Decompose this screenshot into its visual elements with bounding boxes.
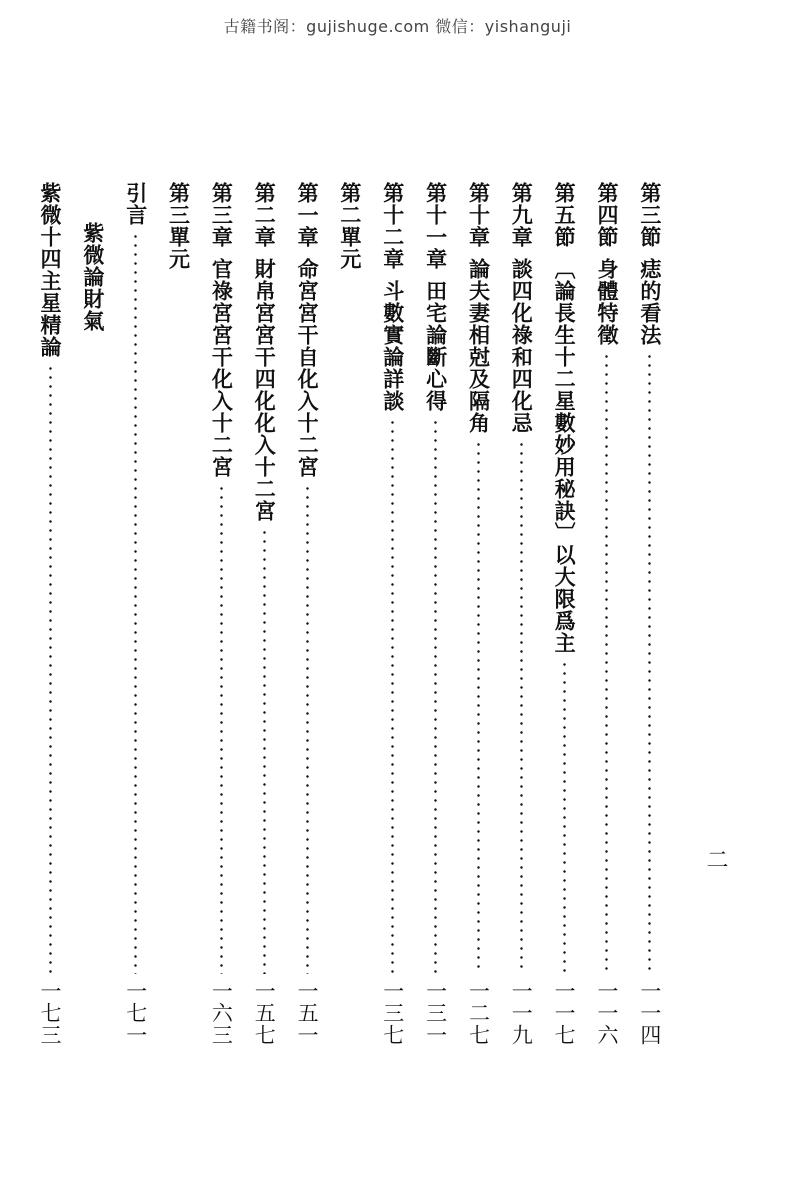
- toc-entry: [416, 182, 456, 1062]
- dotted-leader: [220, 484, 223, 974]
- toc-entry-label: 第三章: [209, 182, 235, 248]
- toc-entry-title: 官祿宮宮干化入十二宮: [209, 258, 235, 478]
- watermark: 古籍书阁：gujishuge.com 微信：yishanguji: [223, 17, 572, 36]
- unit-heading-label: 第二單元: [337, 182, 363, 270]
- dotted-leader: [49, 364, 52, 974]
- toc-entry-page: 一六三: [209, 980, 234, 1046]
- toc-entry-label: 第九章: [509, 182, 535, 248]
- toc-entry-title: 談四化祿和四化忌: [509, 258, 535, 434]
- toc-entry: [630, 182, 670, 1062]
- toc-entry: [30, 182, 70, 1062]
- toc-entry: [501, 182, 541, 1062]
- toc-entry-title: 財帛宮宮干四化化入十二宮: [252, 258, 278, 522]
- toc-entry-title: 痣的看法: [637, 258, 663, 346]
- toc-entry-label: 第四節: [594, 182, 620, 248]
- toc-entry-label: 第二章: [252, 182, 278, 248]
- toc-entry-label: 第十一章: [423, 182, 449, 270]
- toc-entry-title: 論夫妻相尅及隔角: [466, 258, 492, 434]
- toc-entry-page: 一二七: [466, 980, 491, 1046]
- toc-entry-page: 一七三: [38, 980, 62, 1046]
- toc-entry-page: 一五七: [252, 980, 277, 1046]
- dotted-leader: [605, 352, 608, 974]
- dotted-leader: [563, 660, 566, 974]
- toc-entry-label: 引言: [123, 182, 149, 226]
- toc-entry-page: 一三七: [380, 980, 405, 1046]
- toc-entry: [458, 182, 498, 1062]
- toc-entry-label: 第十二章: [380, 182, 406, 270]
- toc-entry-label: 第三節: [637, 182, 663, 248]
- toc-entry-label: 第十章: [466, 182, 492, 248]
- dotted-leader: [306, 484, 309, 974]
- table-of-contents: [30, 182, 670, 1062]
- dotted-leader: [391, 418, 394, 974]
- toc-entry-title: 〔論長生十二星數妙用秘訣〕以大限爲主: [552, 258, 578, 654]
- dotted-leader: [263, 528, 266, 974]
- section-heading-label: 紫微論財氣: [80, 222, 106, 332]
- toc-entry-page: 一三一: [423, 980, 448, 1046]
- unit-heading: [330, 182, 370, 1062]
- page-number: 二: [703, 848, 728, 870]
- toc-entry: [544, 182, 584, 1062]
- unit-heading: [159, 182, 199, 1062]
- toc-entry-title: 命宮宮干自化入十二宮: [295, 258, 321, 478]
- toc-entry: [201, 182, 241, 1062]
- toc-entry: [587, 182, 627, 1062]
- toc-entry-title: 斗數實論詳談: [380, 280, 406, 412]
- toc-entry-page: 一一七: [552, 980, 577, 1046]
- toc-entry-page: 一一四: [637, 980, 662, 1046]
- toc-entry: [373, 182, 413, 1062]
- toc-entry-label: 紫微十四主星精論: [38, 182, 63, 358]
- toc-entry-title: 身體特徵: [594, 258, 620, 346]
- dotted-leader: [477, 440, 480, 974]
- dotted-leader: [134, 232, 137, 974]
- toc-entry-page: 一一六: [594, 980, 619, 1046]
- dotted-leader: [648, 352, 651, 974]
- toc-entry: [116, 182, 156, 1062]
- dotted-leader: [434, 418, 437, 974]
- toc-entry-page: 一一九: [509, 980, 534, 1046]
- toc-entry: [287, 182, 327, 1062]
- toc-entry-label: 第一章: [295, 182, 321, 248]
- toc-entry-title: 田宅論斷心得: [423, 280, 449, 412]
- unit-heading-label: 第三單元: [166, 182, 192, 270]
- toc-entry-label: 第五節: [552, 182, 578, 248]
- toc-entry-page: 一五一: [295, 980, 320, 1046]
- section-heading: [73, 182, 113, 1062]
- dotted-leader: [520, 440, 523, 974]
- toc-entry-page: 一七一: [123, 980, 148, 1046]
- toc-entry: [244, 182, 284, 1062]
